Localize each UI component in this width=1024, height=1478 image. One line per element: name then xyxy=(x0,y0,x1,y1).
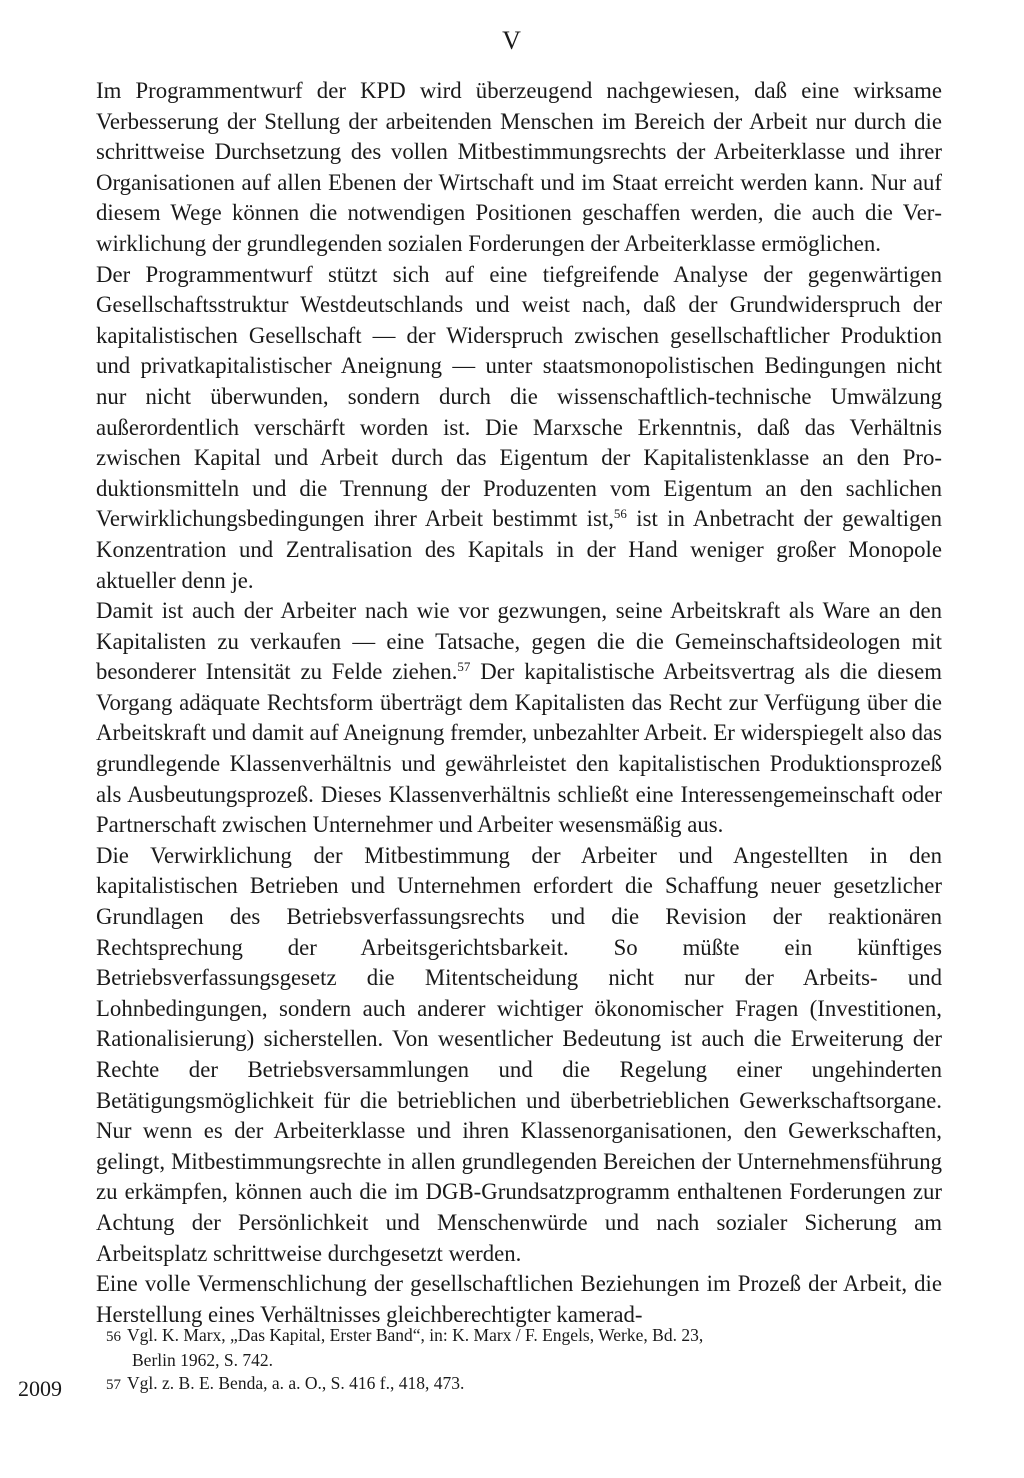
paragraph-text: Die Verwirklichung der Mitbestimmung der Arbeiter und Angestellten in den kapitalistischen Betrieben und Unternehmen erfordert die Schaffung neuer gesetzlicher Grundlagen des Betriebsverfassungsrechts und die Revision der reaktionären Rechtsprechung der Arbeitsgerichtsbarkeit. So müßte ein künftiges Betriebsverfassungsgesetz die Mitentscheidung nicht nur der Arbeits- und Lohnbedingungen, sondern auch anderer wichtiger ökonomischer Fragen (Investitionen, Rationalisierung) sicherstellen. Von wesentlicher Bedeutung ist auch die Erweiterung der Rechte der Betriebsversammlungen und die Regelung einer ungehinderten Betätigungsmöglichkeit für die betrieblichen und überbetrieblichen Gewerkschaftsorgane. Nur wenn es der Arbeiterklasse und ihren Klassenorganisationen, den Gewerkschaften, gelingt, Mitbestimmungsrechte in allen grundlegenden Bereichen der Unternehmensführung zu erkämpfen, können auch die im DGB-Grundsatzprogramm enthaltenen Forderungen zur Achtung der Persönlichkeit und Menschenwürde und nach sozialer Sicherung am Arbeitsplatz schrittweise durchgesetzt werden. xyxy=(96,842,942,1266)
footnote-text-continued: Berlin 1962, S. 742. xyxy=(132,1350,273,1370)
footnote-text: Vgl. z. B. E. Benda, a. a. O., S. 416 f., 418, 473. xyxy=(127,1373,465,1393)
paragraph-text: Damit ist auch der Arbeiter nach wie vor gezwungen, seine Arbeitskraft als Ware an den Kapitalisten zu verkaufen — eine Tatsache, gegen die die Gemeinschaftsideologen mit besonderer Intensität zu Felde ziehen. xyxy=(96,598,942,685)
paragraph-1 xyxy=(96,76,942,260)
paragraph-4 xyxy=(96,841,942,1269)
main-text xyxy=(96,76,942,1330)
paragraph-5 xyxy=(96,1269,942,1330)
paragraph-text: Eine volle Vermenschlichung der gesellschaftlichen Beziehungen im Prozeß der Arbeit, die Herstellung eines Verhältnisses gleichberechtigter kamerad- xyxy=(96,1271,942,1327)
paragraph-text-continued: ist in Anbetracht der gewaltigen Konzentration und Zentralisation des Kapitals in der Hand weniger großer Monopole aktueller denn je. xyxy=(96,506,942,593)
footnote-ref-56[interactable]: 56 xyxy=(613,506,627,522)
paragraph-text-continued: Der kapitalistische Arbeitsvertrag als die diesem Vorgang adäquate Rechtsform überträgt dem Kapitalisten das Recht zur Verfügung über die Arbeitskraft und damit auf Aneignung fremder, unbezahlter Arbeit. Er widerspiegelt also das grundlegende Klassenverhältnis und gewährleistet den kapitalistischen Produktionsprozeß als Ausbeutungsprozeß. Dieses Klassenverhältnis schließt eine Interessengemeinschaft oder Partnerschaft zwischen Unternehmer und Arbeiter wesensmäßig aus. xyxy=(96,659,943,838)
paragraph-text: Der Programmentwurf stützt sich auf eine tiefgreifende Analyse der gegenwärtigen Gesellschaftsstruktur Westdeutschlands und weist nach, daß der Grundwiderspruch der kapitalistischen Gesellschaft — der Widerspruch zwischen gesellschaftlicher Produktion und privatkapitalistischer Aneignung — unter staatsmonopolistischen Bedingungen nicht nur nicht überwunden, sondern durch die wissenschaftlich-technische Umwälzung außerordentlich verschärft worden ist. Die Marxsche Erkenntnis, daß das Verhältnis zwischen Kapital und Arbeit durch das Eigentum der Kapitalistenklasse an den Produktionsmitteln und die Trennung der Produzenten vom Eigentum an den sachlichen Verwirklichungsbedingungen ihrer Arbeit bestimmt ist, xyxy=(96,261,942,532)
footnote-ref-57[interactable]: 57 xyxy=(457,659,471,675)
footnote-57 xyxy=(106,1372,952,1397)
footnote-56 xyxy=(106,1324,952,1372)
page-number: 2009 xyxy=(18,1376,62,1401)
paragraph-text: Im Programmentwurf der KPD wird überzeugend nachgewiesen, daß eine wirksame Verbesserung der Stellung der arbeitenden Menschen im Bereich der Arbeit nur durch die schrittweise Durchsetzung des vollen Mitbestimmungsrechts der Arbeiterklasse und ihrer Organisationen auf allen Ebenen der Wirtschaft und im Staat erreicht werden kann. Nur auf diesem Wege können die notwendigen Positionen geschaffen werden, die auch die Verwirklichung der grundlegenden sozialen Forderungen der Arbeiterklasse ermöglichen. xyxy=(96,78,942,256)
footnote-number: 56 xyxy=(106,1329,121,1345)
footnote-text: Vgl. K. Marx, „Das Kapital, Erster Band“, in: K. Marx / F. Engels, Werke, Bd. 23, xyxy=(127,1325,704,1345)
paragraph-3 xyxy=(96,596,942,841)
section-heading: V xyxy=(502,26,522,55)
footnote-number: 57 xyxy=(106,1377,121,1393)
paragraph-2 xyxy=(96,260,942,597)
footnotes xyxy=(106,1324,952,1397)
